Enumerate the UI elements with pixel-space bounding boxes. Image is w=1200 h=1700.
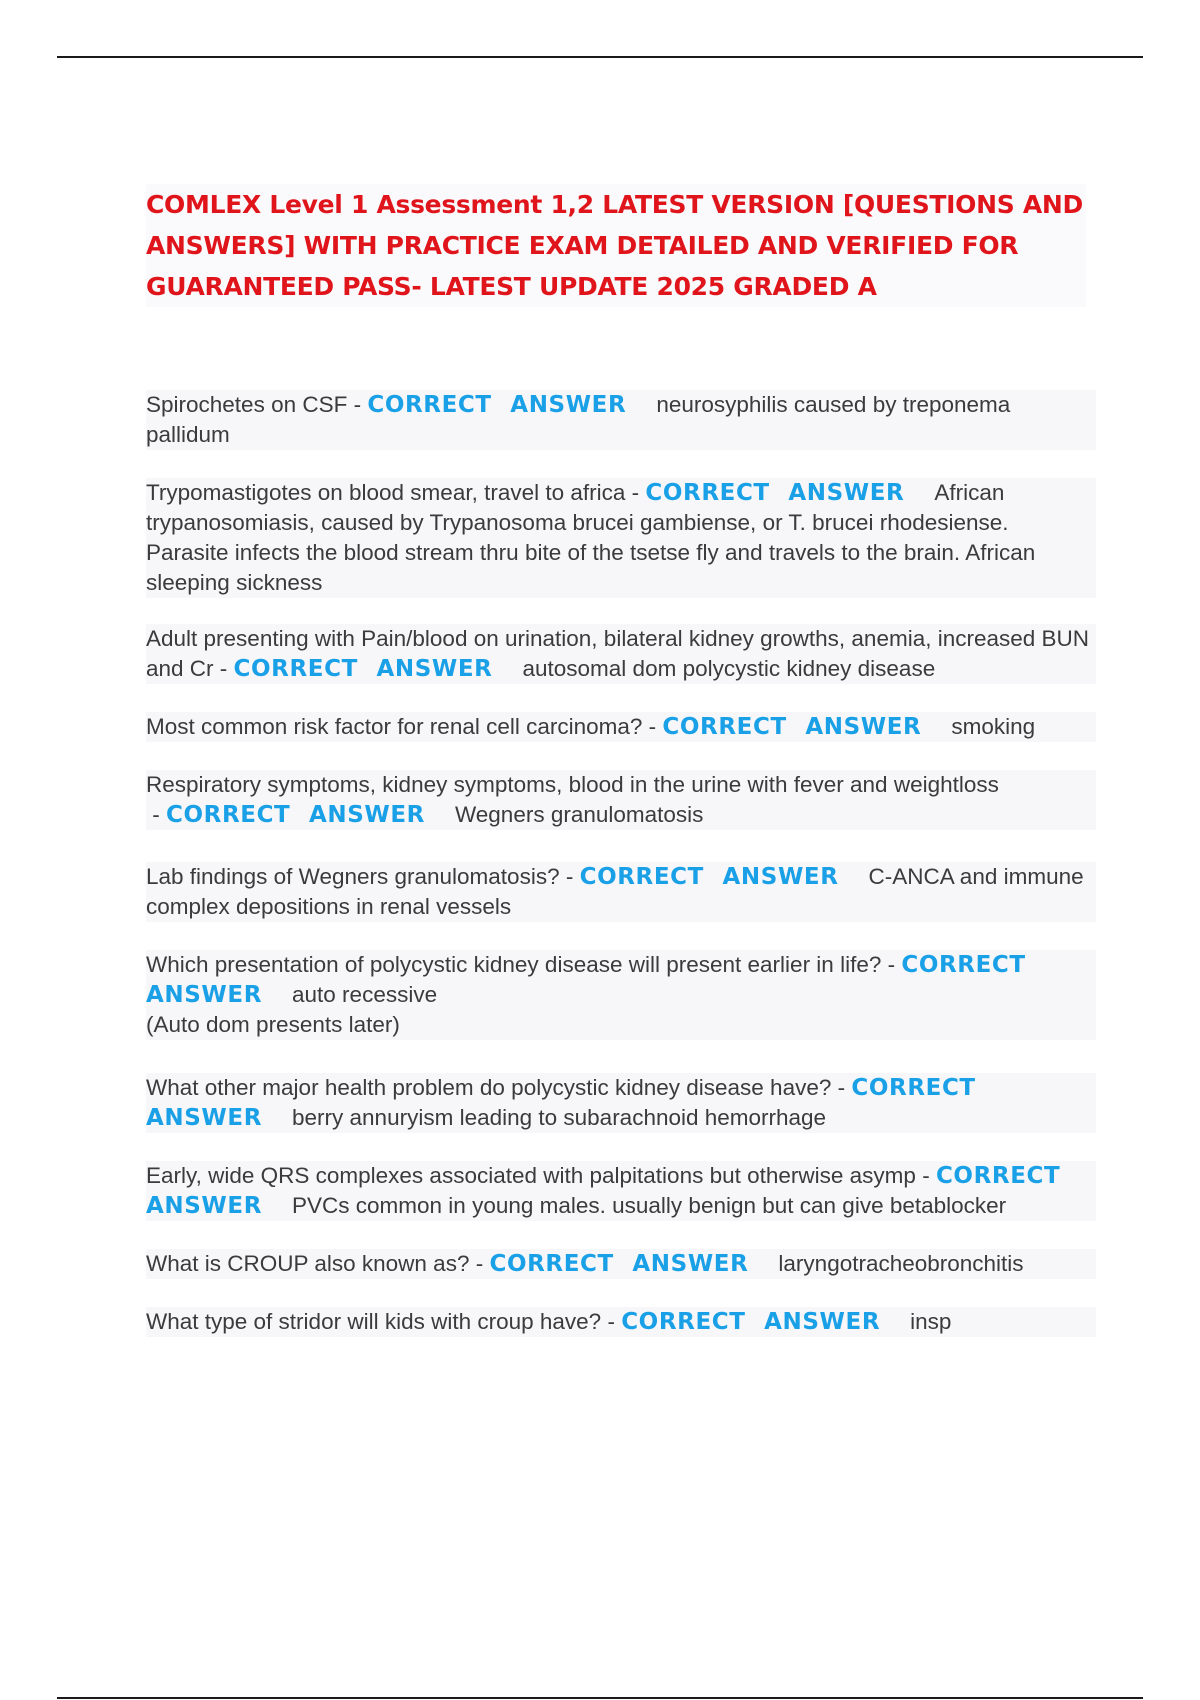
- separator: -: [915, 1163, 936, 1188]
- question-text: Most common risk factor for renal cell carcinoma?: [146, 714, 643, 739]
- qa-item: [146, 1161, 1096, 1221]
- answer-text: neurosyphilis caused by treponema pallidum: [146, 392, 1011, 447]
- document-title: COMLEX Level 1 Assessment 1,2 LATEST VERSION [QUESTIONS AND ANSWERS] WITH PRACTICE EXAM DETAILED AND VERIFIED FOR GUARANTEED PASS- LATEST UPDATE 2025 GRADED A: [146, 184, 1086, 307]
- question-text: Lab findings of Wegners granulomatosis?: [146, 864, 560, 889]
- separator: -: [601, 1309, 622, 1334]
- correct-answer-label: CORRECT ANSWER: [579, 864, 839, 890]
- answer-text: PVCs common in young males. usually benign but can give betablocker: [292, 1193, 1007, 1218]
- correct-answer-label: CORRECT ANSWER: [146, 952, 1026, 1008]
- question-text: Respiratory symptoms, kidney symptoms, blood in the urine with fever and weightloss: [146, 772, 999, 797]
- correct-answer-label: CORRECT ANSWER: [621, 1309, 881, 1335]
- answer-note: (Auto dom presents later): [146, 1012, 400, 1037]
- correct-answer-label: CORRECT ANSWER: [233, 656, 493, 682]
- correct-answer-label: CORRECT ANSWER: [166, 802, 425, 828]
- separator: -: [146, 802, 166, 827]
- answer-text: smoking: [951, 714, 1036, 739]
- answer-text: C-ANCA and immune complex depositions in renal vessels: [146, 864, 1084, 919]
- separator: -: [642, 714, 663, 739]
- qa-list: [146, 390, 1096, 1365]
- qa-item: [146, 1073, 1096, 1133]
- separator: -: [625, 480, 646, 505]
- correct-answer-label: CORRECT ANSWER: [367, 392, 627, 418]
- qa-item: [146, 624, 1096, 684]
- separator: -: [469, 1251, 490, 1276]
- correct-answer-label: CORRECT ANSWER: [662, 714, 922, 740]
- question-text: Adult presenting with Pain/blood on urination, bilateral kidney growths, anemia, increased BUN and Cr: [146, 626, 1090, 681]
- correct-answer-label: CORRECT ANSWER: [146, 1075, 976, 1131]
- answer-text: berry annuryism leading to subarachnoid hemorrhage: [292, 1105, 827, 1130]
- qa-item: [146, 390, 1096, 450]
- question-text: Which presentation of polycystic kidney disease will present earlier in life?: [146, 952, 882, 977]
- qa-item: [146, 1249, 1096, 1279]
- correct-answer-label: CORRECT ANSWER: [146, 1163, 1061, 1219]
- question-text: What other major health problem do polycystic kidney disease have?: [146, 1075, 832, 1100]
- bottom-divider: [57, 1697, 1143, 1699]
- qa-item: [146, 770, 1096, 830]
- top-divider: [57, 56, 1143, 58]
- answer-text: Wegners granulomatosis: [454, 802, 704, 827]
- qa-item: [146, 1307, 1096, 1337]
- answer-text: laryngotracheobronchitis: [778, 1251, 1024, 1276]
- qa-item: [146, 950, 1096, 1040]
- qa-item: [146, 712, 1096, 742]
- separator: -: [213, 656, 234, 681]
- qa-item: [146, 478, 1096, 598]
- question-text: Trypomastigotes on blood smear, travel to africa: [146, 480, 626, 505]
- correct-answer-label: CORRECT ANSWER: [489, 1251, 749, 1277]
- separator: -: [559, 864, 580, 889]
- question-text: What is CROUP also known as?: [146, 1251, 470, 1276]
- question-text: What type of stridor will kids with croup have?: [146, 1309, 602, 1334]
- answer-text: insp: [910, 1309, 952, 1334]
- answer-text: auto recessive: [292, 982, 438, 1007]
- qa-item: [146, 862, 1096, 922]
- separator: -: [881, 952, 902, 977]
- correct-answer-label: CORRECT ANSWER: [645, 480, 905, 506]
- question-text: Spirochetes on CSF: [146, 392, 348, 417]
- separator: -: [347, 392, 368, 417]
- answer-text: African trypanosomiasis, caused by Trypanosoma brucei gambiense, or T. brucei rhodesiense. Parasite infects the blood stream thru bite of the tsetse fly and travels to the brain. African sleeping sickness: [146, 480, 1036, 595]
- separator: -: [831, 1075, 852, 1100]
- question-text: Early, wide QRS complexes associated with palpitations but otherwise asymp: [146, 1163, 916, 1188]
- answer-text: autosomal dom polycystic kidney disease: [522, 656, 936, 681]
